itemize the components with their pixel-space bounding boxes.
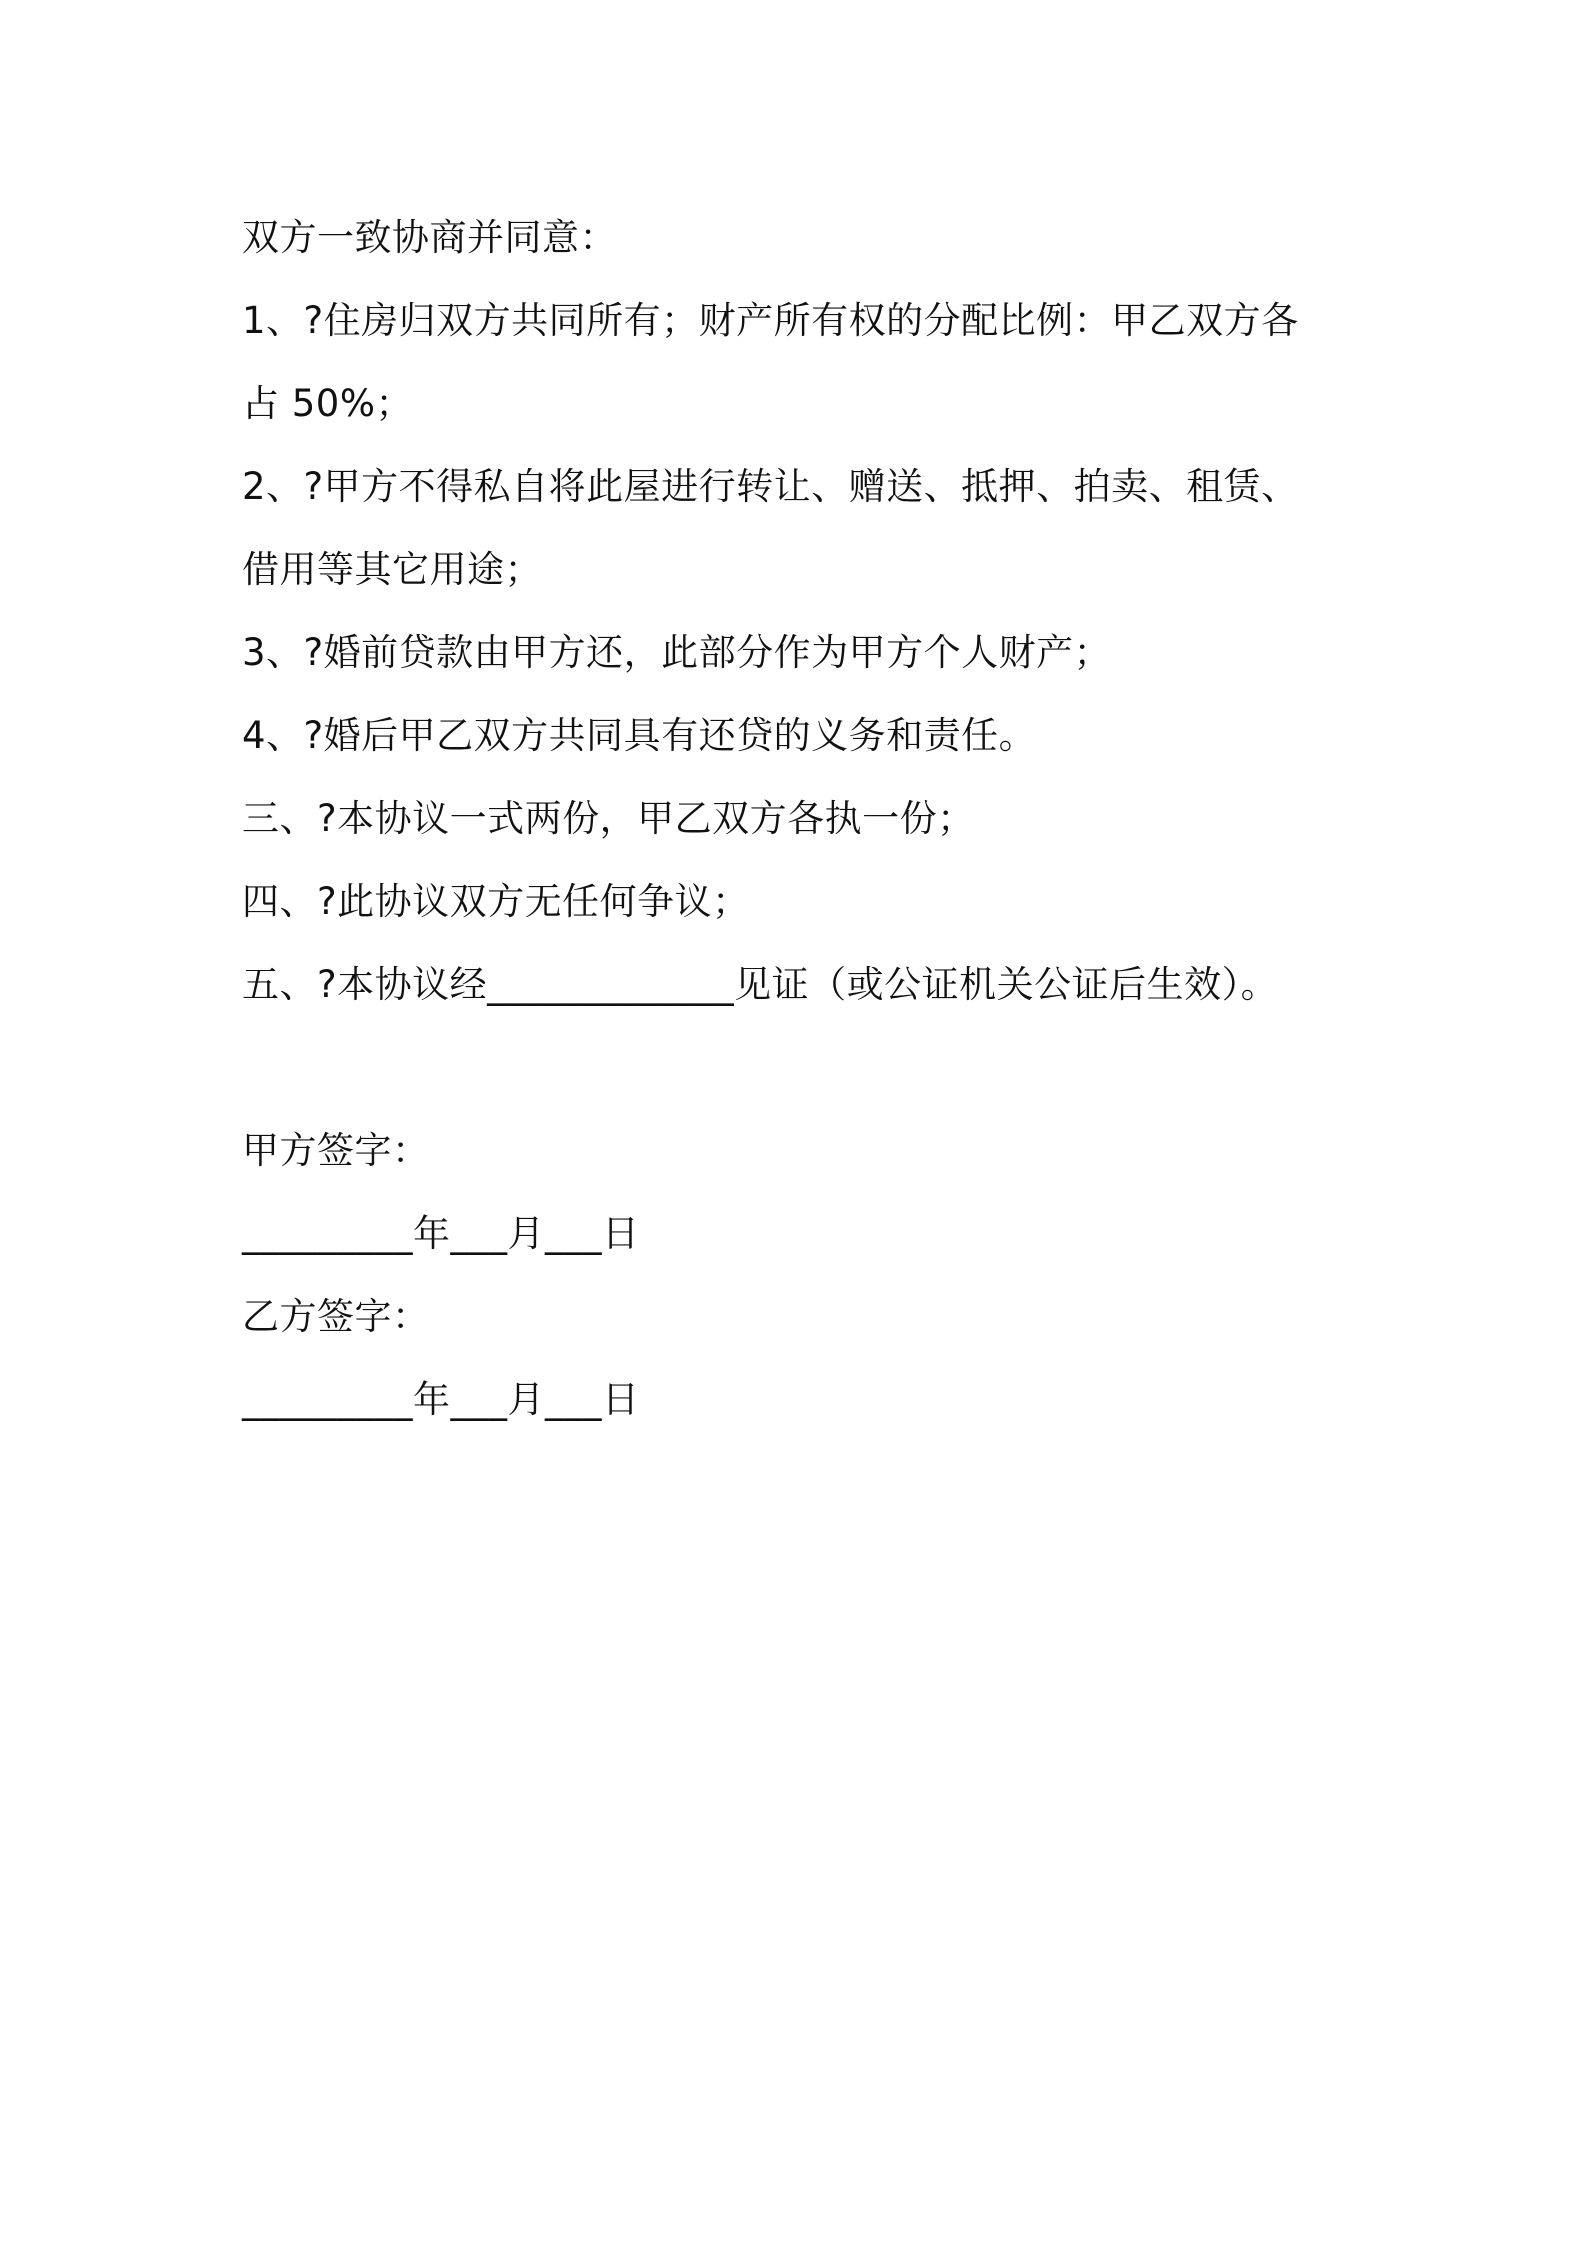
clause-2-line-1: 2、?甲方不得私自将此屋进行转让、赠送、抵押、拍卖、租赁、 xyxy=(242,465,1299,508)
clause-4: 4、?婚后甲乙双方共同具有还贷的义务和责任。 xyxy=(242,714,1037,757)
clause-no-dispute: 四、?此协议双方无任何争议； xyxy=(242,880,750,923)
party-b-date-line: _________年___月___日 xyxy=(242,1378,640,1421)
clause-2-line-2: 借用等其它用途； xyxy=(242,548,542,591)
party-a-date-line: _________年___月___日 xyxy=(242,1212,640,1255)
section-spacer xyxy=(242,1026,1362,1109)
party-a-signature-label: 甲方签字： xyxy=(242,1129,430,1172)
clause-witness: 五、?本协议经_____________见证（或公证机关公证后生效）。 xyxy=(242,963,1279,1006)
clause-copies: 三、?本协议一式两份，甲乙双方各执一份； xyxy=(242,797,975,840)
clause-3: 3、?婚前贷款由甲方还，此部分作为甲方个人财产； xyxy=(242,631,1112,674)
agreement-intro: 双方一致协商并同意： xyxy=(242,216,617,259)
clause-1-line-2: 占 50%； xyxy=(242,382,413,425)
document-body xyxy=(242,196,1362,1441)
party-b-signature-label: 乙方签字： xyxy=(242,1295,430,1338)
clause-1-line-1: 1、?住房归双方共同所有；财产所有权的分配比例：甲乙双方各 xyxy=(242,299,1299,342)
